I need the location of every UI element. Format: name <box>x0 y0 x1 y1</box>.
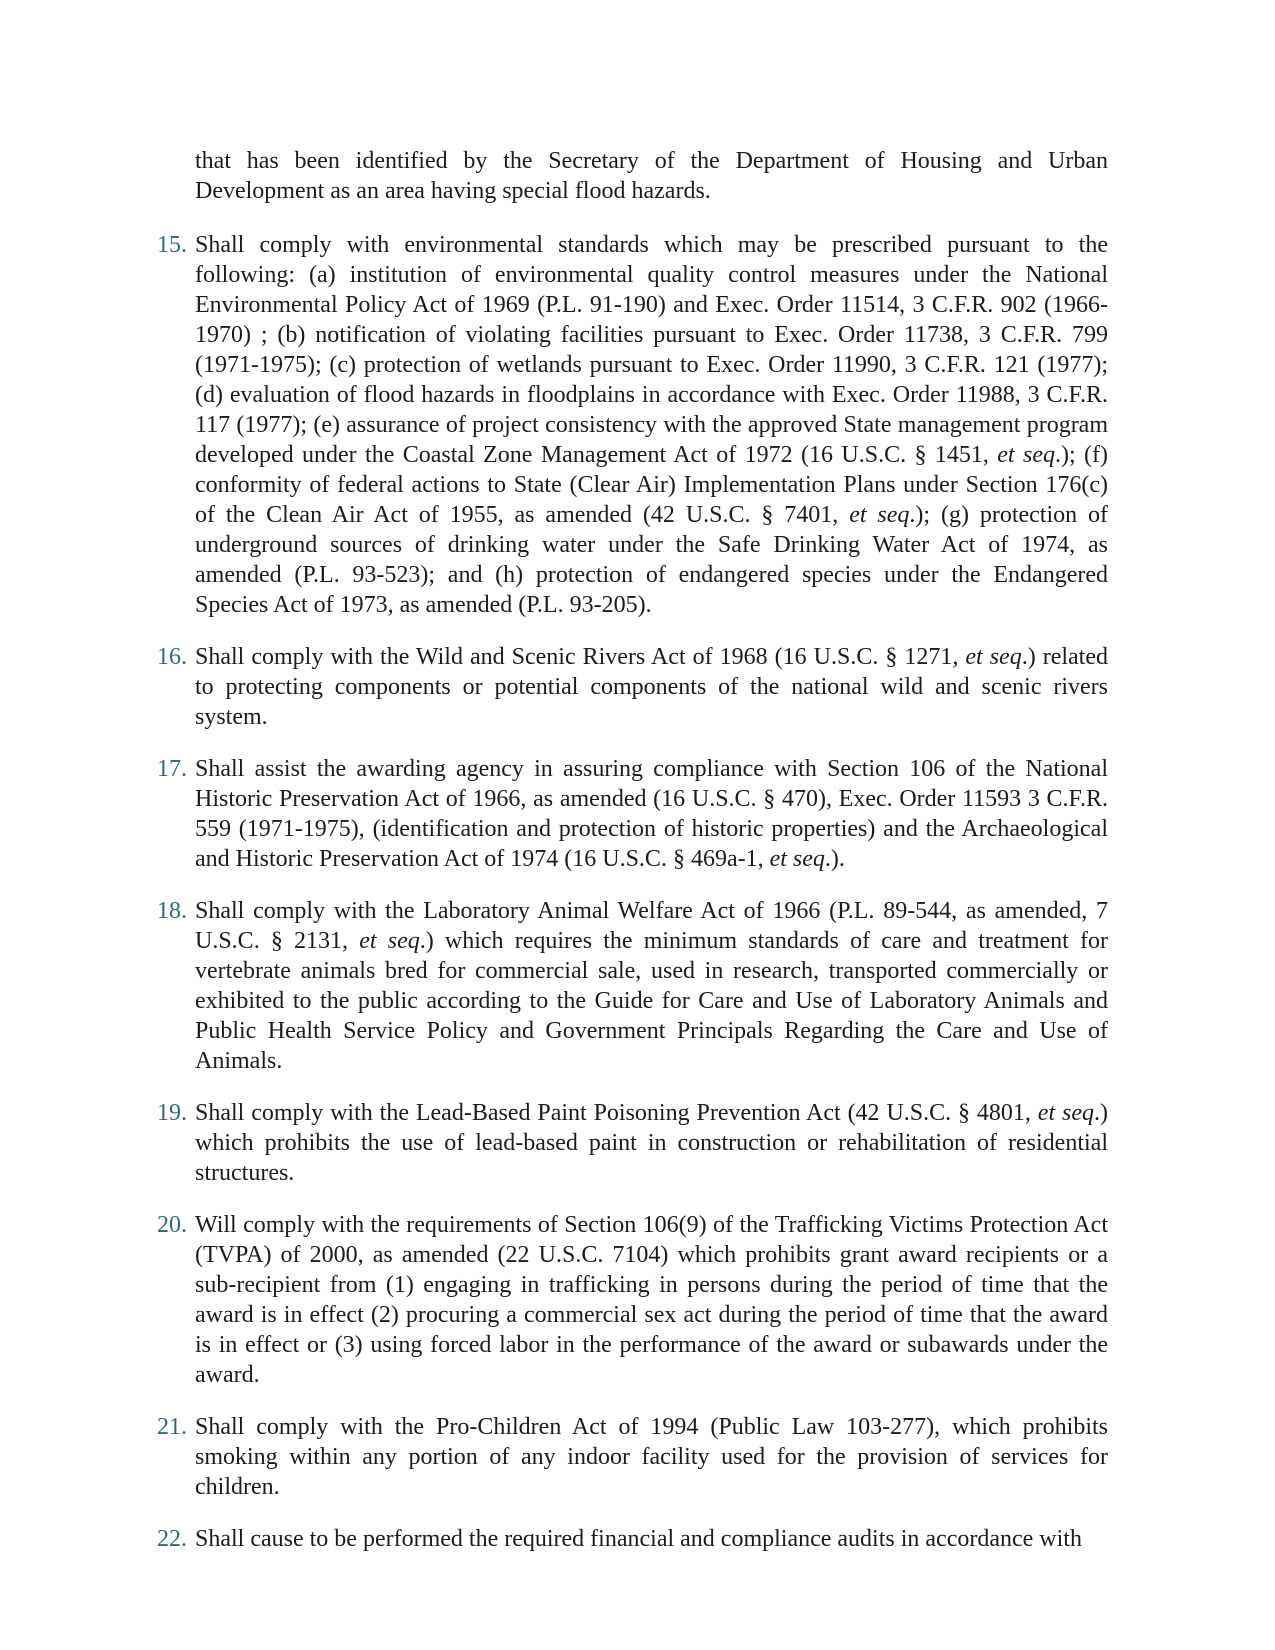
list-item-text <box>195 1100 1108 1186</box>
list-item-text <box>195 1414 1108 1500</box>
text-segment: .) related to protecting components or potential components of the national wild and scenic rivers system. <box>195 644 1108 730</box>
text-segment: Shall comply with the Wild and Scenic Rivers Act of 1968 (16 U.S.C. § 1271, <box>195 644 966 670</box>
text-segment: Shall cause to be performed the required financial and compliance audits in accordance with <box>195 1526 1082 1552</box>
list-item-number: 22. <box>157 1526 187 1552</box>
italic-text-segment: et seq <box>965 644 1022 670</box>
list-item-text <box>195 232 1108 618</box>
list-item-text <box>195 1526 1082 1552</box>
text-segment: that has been identified by the Secretary of the Department of Housing and Urban Development as an area having special flood hazards. <box>195 148 1108 204</box>
list-item <box>157 896 1108 1076</box>
italic-text-segment: et seq <box>849 502 910 528</box>
list-item-number: 16. <box>157 644 187 670</box>
text-segment: .). <box>824 846 845 872</box>
text-segment: Shall comply with the Laboratory Animal Welfare Act of 1966 (P.L. 89-544, as amended, 7 U.S.C. § 2131, <box>195 898 1108 954</box>
list-item-number: 20. <box>157 1212 187 1238</box>
list-item-number: 21. <box>157 1414 187 1440</box>
list-item <box>157 754 1108 874</box>
list-item <box>157 1412 1108 1502</box>
list-item-text <box>195 898 1108 1074</box>
list-item-text <box>195 1212 1108 1388</box>
list-item-number: 19. <box>157 1100 187 1126</box>
text-segment: Shall assist the awarding agency in assuring compliance with Section 106 of the National Historic Preservation Act of 1966, as amended (16 U.S.C. § 470), Exec. Order 11593 3 C.F.R. 559 (1971-1975), (identification and protection of historic properties) and the Archaeological and Historic Preservation Act of 1974 (16 U.S.C. § 469a-1, <box>195 756 1108 872</box>
text-segment: .); (f) conformity of federal actions to State (Clear Air) Implementation Plans under Section 176(c) of the Clean Air Act of 1955, as amended (42 U.S.C. § 7401, <box>195 442 1108 528</box>
list-item <box>157 1210 1108 1390</box>
list-item-number: 17. <box>157 756 187 782</box>
text-segment: Shall comply with environmental standards which may be prescribed pursuant to the following: (a) institution of environmental quality control measures under the National Environmental Policy Act of 1969 (P.L. 91-190) and Exec. Order 11514, 3 C.F.R. 902 (1966-1970) ; (b) notification of violating facilities pursuant to Exec. Order 11738, 3 C.F.R. 799 (1971-1975); (c) protection of wetlands pursuant to Exec. Order 11990, 3 C.F.R. 121 (1977); (d) evaluation of flood hazards in floodplains in accordance with Exec. Order 11988, 3 C.F.R. 117 (1977); (e) assurance of project consistency with the approved State management program developed under the Coastal Zone Management Act of 1972 (16 U.S.C. § 1451, <box>195 232 1108 468</box>
list-item <box>157 1098 1108 1188</box>
list-item-text <box>195 644 1108 730</box>
list-item <box>157 642 1108 732</box>
text-segment: Shall comply with the Lead-Based Paint Poisoning Prevention Act (42 U.S.C. § 4801, <box>195 1100 1038 1126</box>
list-item <box>157 1524 1108 1554</box>
text-segment: Shall comply with the Pro-Children Act of 1994 (Public Law 103-277), which prohibits smoking within any portion of any indoor facility used for the provision of services for children. <box>195 1414 1108 1500</box>
list-item-number: 18. <box>157 898 187 924</box>
list-item-number: 15. <box>157 232 187 258</box>
italic-text-segment: et seq <box>359 928 420 954</box>
continuation-paragraph <box>195 146 1108 206</box>
text-segment: Will comply with the requirements of Section 106(9) of the Trafficking Victims Protection Act (TVPA) of 2000, as amended (22 U.S.C. 7104) which prohibits grant award recipients or a sub-recipient from (1) engaging in trafficking in persons during the period of time that the award is in effect (2) procuring a commercial sex act during the period of time that the award is in effect or (3) using forced labor in the performance of the award or subawards under the award. <box>195 1212 1108 1388</box>
text-segment: .); (g) protection of underground sources of drinking water under the Safe Drinking Water Act of 1974, as amended (P.L. 93-523); and (h) protection of endangered species under the Endangered Species Act of 1973, as amended (P.L. 93-205). <box>195 502 1109 618</box>
text-segment: .) which requires the minimum standards of care and treatment for vertebrate animals bred for commercial sale, used in research, transported commercially or exhibited to the public according to the Guide for Care and Use of Laboratory Animals and Public Health Service Policy and Government Principals Regarding the Care and Use of Animals. <box>195 928 1108 1074</box>
italic-text-segment: et seq <box>769 846 825 872</box>
italic-text-segment: et seq <box>997 442 1055 468</box>
list-item <box>157 230 1108 620</box>
document-content <box>157 146 1108 1554</box>
text-segment: .) which prohibits the use of lead-based paint in construction or rehabilitation of residential structures. <box>195 1100 1108 1186</box>
assurances-list <box>157 230 1108 1554</box>
list-item-text <box>195 756 1108 872</box>
italic-text-segment: et seq <box>1037 1100 1094 1126</box>
